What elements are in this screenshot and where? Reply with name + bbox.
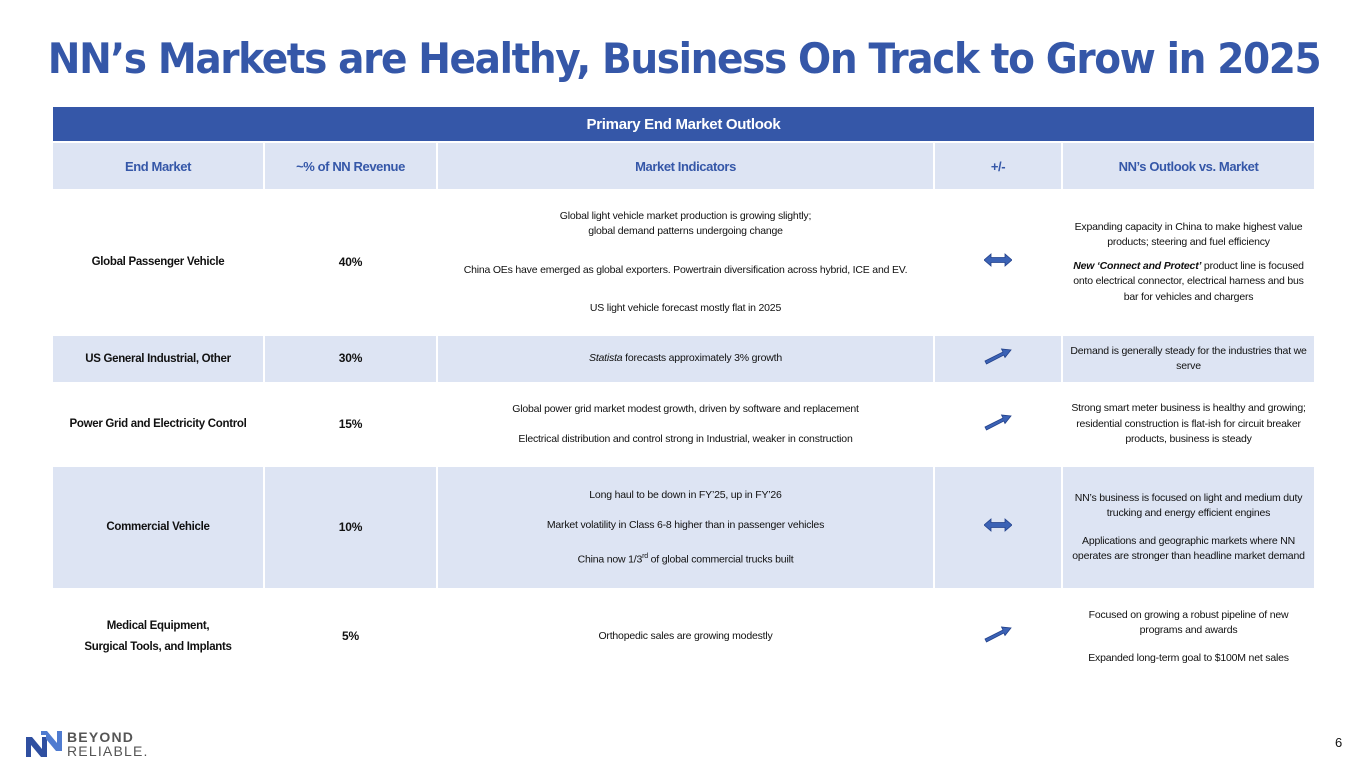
column-header-revenue-pct: ~% of NN Revenue: [264, 142, 437, 190]
page-title: NN’s Markets are Healthy, Business On Track to Grow in 2025: [47, 34, 1321, 83]
end-market-cell: US General Industrial, Other: [52, 335, 264, 383]
double-arrow-icon: [984, 253, 1012, 267]
up-arrow-icon: [984, 625, 1012, 643]
end-market-cell: Global Passenger Vehicle: [52, 190, 264, 335]
end-market-cell: [52, 589, 264, 685]
nn-logo-mark-icon: [26, 729, 64, 759]
outlook-text-rest: product line is focused onto electrical connector, electrical harness and bus bar for vehicles and chargers: [1073, 259, 1304, 303]
outlook-cell: [1062, 190, 1315, 335]
indicator-text: forecasts approximately 3% growth: [622, 352, 782, 365]
trend-cell: [934, 190, 1062, 335]
table-caption: Primary End Market Outlook: [52, 106, 1315, 142]
indicator-text: China OEs have emerged as global exporters. Powertrain diversification across hybrid, ICE and EV.: [463, 263, 908, 276]
table-row: [52, 190, 1315, 335]
end-market-cell: Commercial Vehicle: [52, 466, 264, 589]
revenue-pct-cell: 15%: [264, 383, 437, 466]
end-market-outlook-table: [51, 105, 1316, 686]
superscript: rd: [642, 552, 648, 560]
page-number: 6: [1335, 735, 1343, 750]
outlook-cell: Demand is generally steady for the industries that we serve: [1062, 335, 1315, 383]
end-market-line: Medical Equipment,: [106, 620, 210, 632]
end-market-cell: Power Grid and Electricity Control: [52, 383, 264, 466]
logo-text-beyond: BEYOND: [67, 729, 135, 745]
column-header-trend: +/-: [934, 142, 1062, 190]
trend-cell: [934, 383, 1062, 466]
outlook-text: NN’s business is focused on light and medium duty trucking and energy efficient engines: [1074, 491, 1303, 519]
market-indicators-cell: [437, 383, 934, 466]
outlook-text: [1069, 259, 1308, 306]
market-indicators-cell: Orthopedic sales are growing modestly: [437, 589, 934, 685]
table-row: [52, 589, 1315, 685]
indicator-text: Global power grid market modest growth, driven by software and replacement: [512, 402, 859, 415]
market-indicators-cell: [437, 335, 934, 383]
column-header-market-indicators: Market Indicators: [437, 142, 934, 190]
revenue-pct-cell: 30%: [264, 335, 437, 383]
indicator-text: Long haul to be down in FY’25, up in FY’26: [589, 488, 782, 501]
indicator-text: global demand patterns undergoing change: [588, 225, 783, 237]
up-arrow-icon: [984, 413, 1012, 431]
outlook-cell: [1062, 466, 1315, 589]
outlook-cell: Strong smart meter business is healthy and growing; residential construction is flat-ish for circuit breaker products, business is steady: [1062, 383, 1315, 466]
outlook-text: Focused on growing a robust pipeline of new programs and awards: [1088, 608, 1289, 637]
indicator-text: Market volatility in Class 6-8 higher than in passenger vehicles: [546, 519, 825, 531]
indicator-text-part: China now 1/3: [577, 553, 643, 565]
table-row: [52, 383, 1315, 466]
logo-text-reliable: RELIABLE.: [67, 743, 149, 759]
indicator-text: Electrical distribution and control strong in Industrial, weaker in construction: [518, 433, 853, 445]
source-name: Statista: [589, 352, 623, 365]
indicator-text: Global light vehicle market production is growing slightly;: [559, 209, 812, 222]
table-row: [52, 335, 1315, 383]
market-indicators-cell: [437, 190, 934, 335]
double-arrow-icon: [984, 518, 1012, 532]
indicator-text-part: of global commercial trucks built: [647, 553, 794, 565]
revenue-pct-cell: 5%: [264, 589, 437, 685]
trend-cell: [934, 589, 1062, 685]
company-logo: [26, 729, 166, 759]
trend-cell: [934, 335, 1062, 383]
column-header-end-market: End Market: [52, 142, 264, 190]
revenue-pct-cell: 40%: [264, 190, 437, 335]
outlook-text: Applications and geographic markets where NN operates are stronger than headline market demand: [1072, 534, 1305, 562]
market-indicators-cell: [437, 466, 934, 589]
outlook-text: Expanded long-term goal to $100M net sales: [1088, 651, 1289, 664]
up-arrow-icon: [984, 347, 1012, 365]
outlook-cell: [1062, 589, 1315, 685]
table-row: [52, 466, 1315, 589]
revenue-pct-cell: 10%: [264, 466, 437, 589]
outlook-text: Expanding capacity in China to make highest value products; steering and fuel efficiency: [1074, 220, 1303, 249]
trend-cell: [934, 466, 1062, 589]
end-market-line: Surgical Tools, and Implants: [84, 641, 232, 653]
product-line-name: New ‘Connect and Protect’: [1073, 259, 1202, 272]
column-header-outlook: NN’s Outlook vs. Market: [1062, 142, 1315, 190]
indicator-text: US light vehicle forecast mostly flat in 2025: [589, 302, 782, 314]
indicator-text: [444, 549, 927, 568]
